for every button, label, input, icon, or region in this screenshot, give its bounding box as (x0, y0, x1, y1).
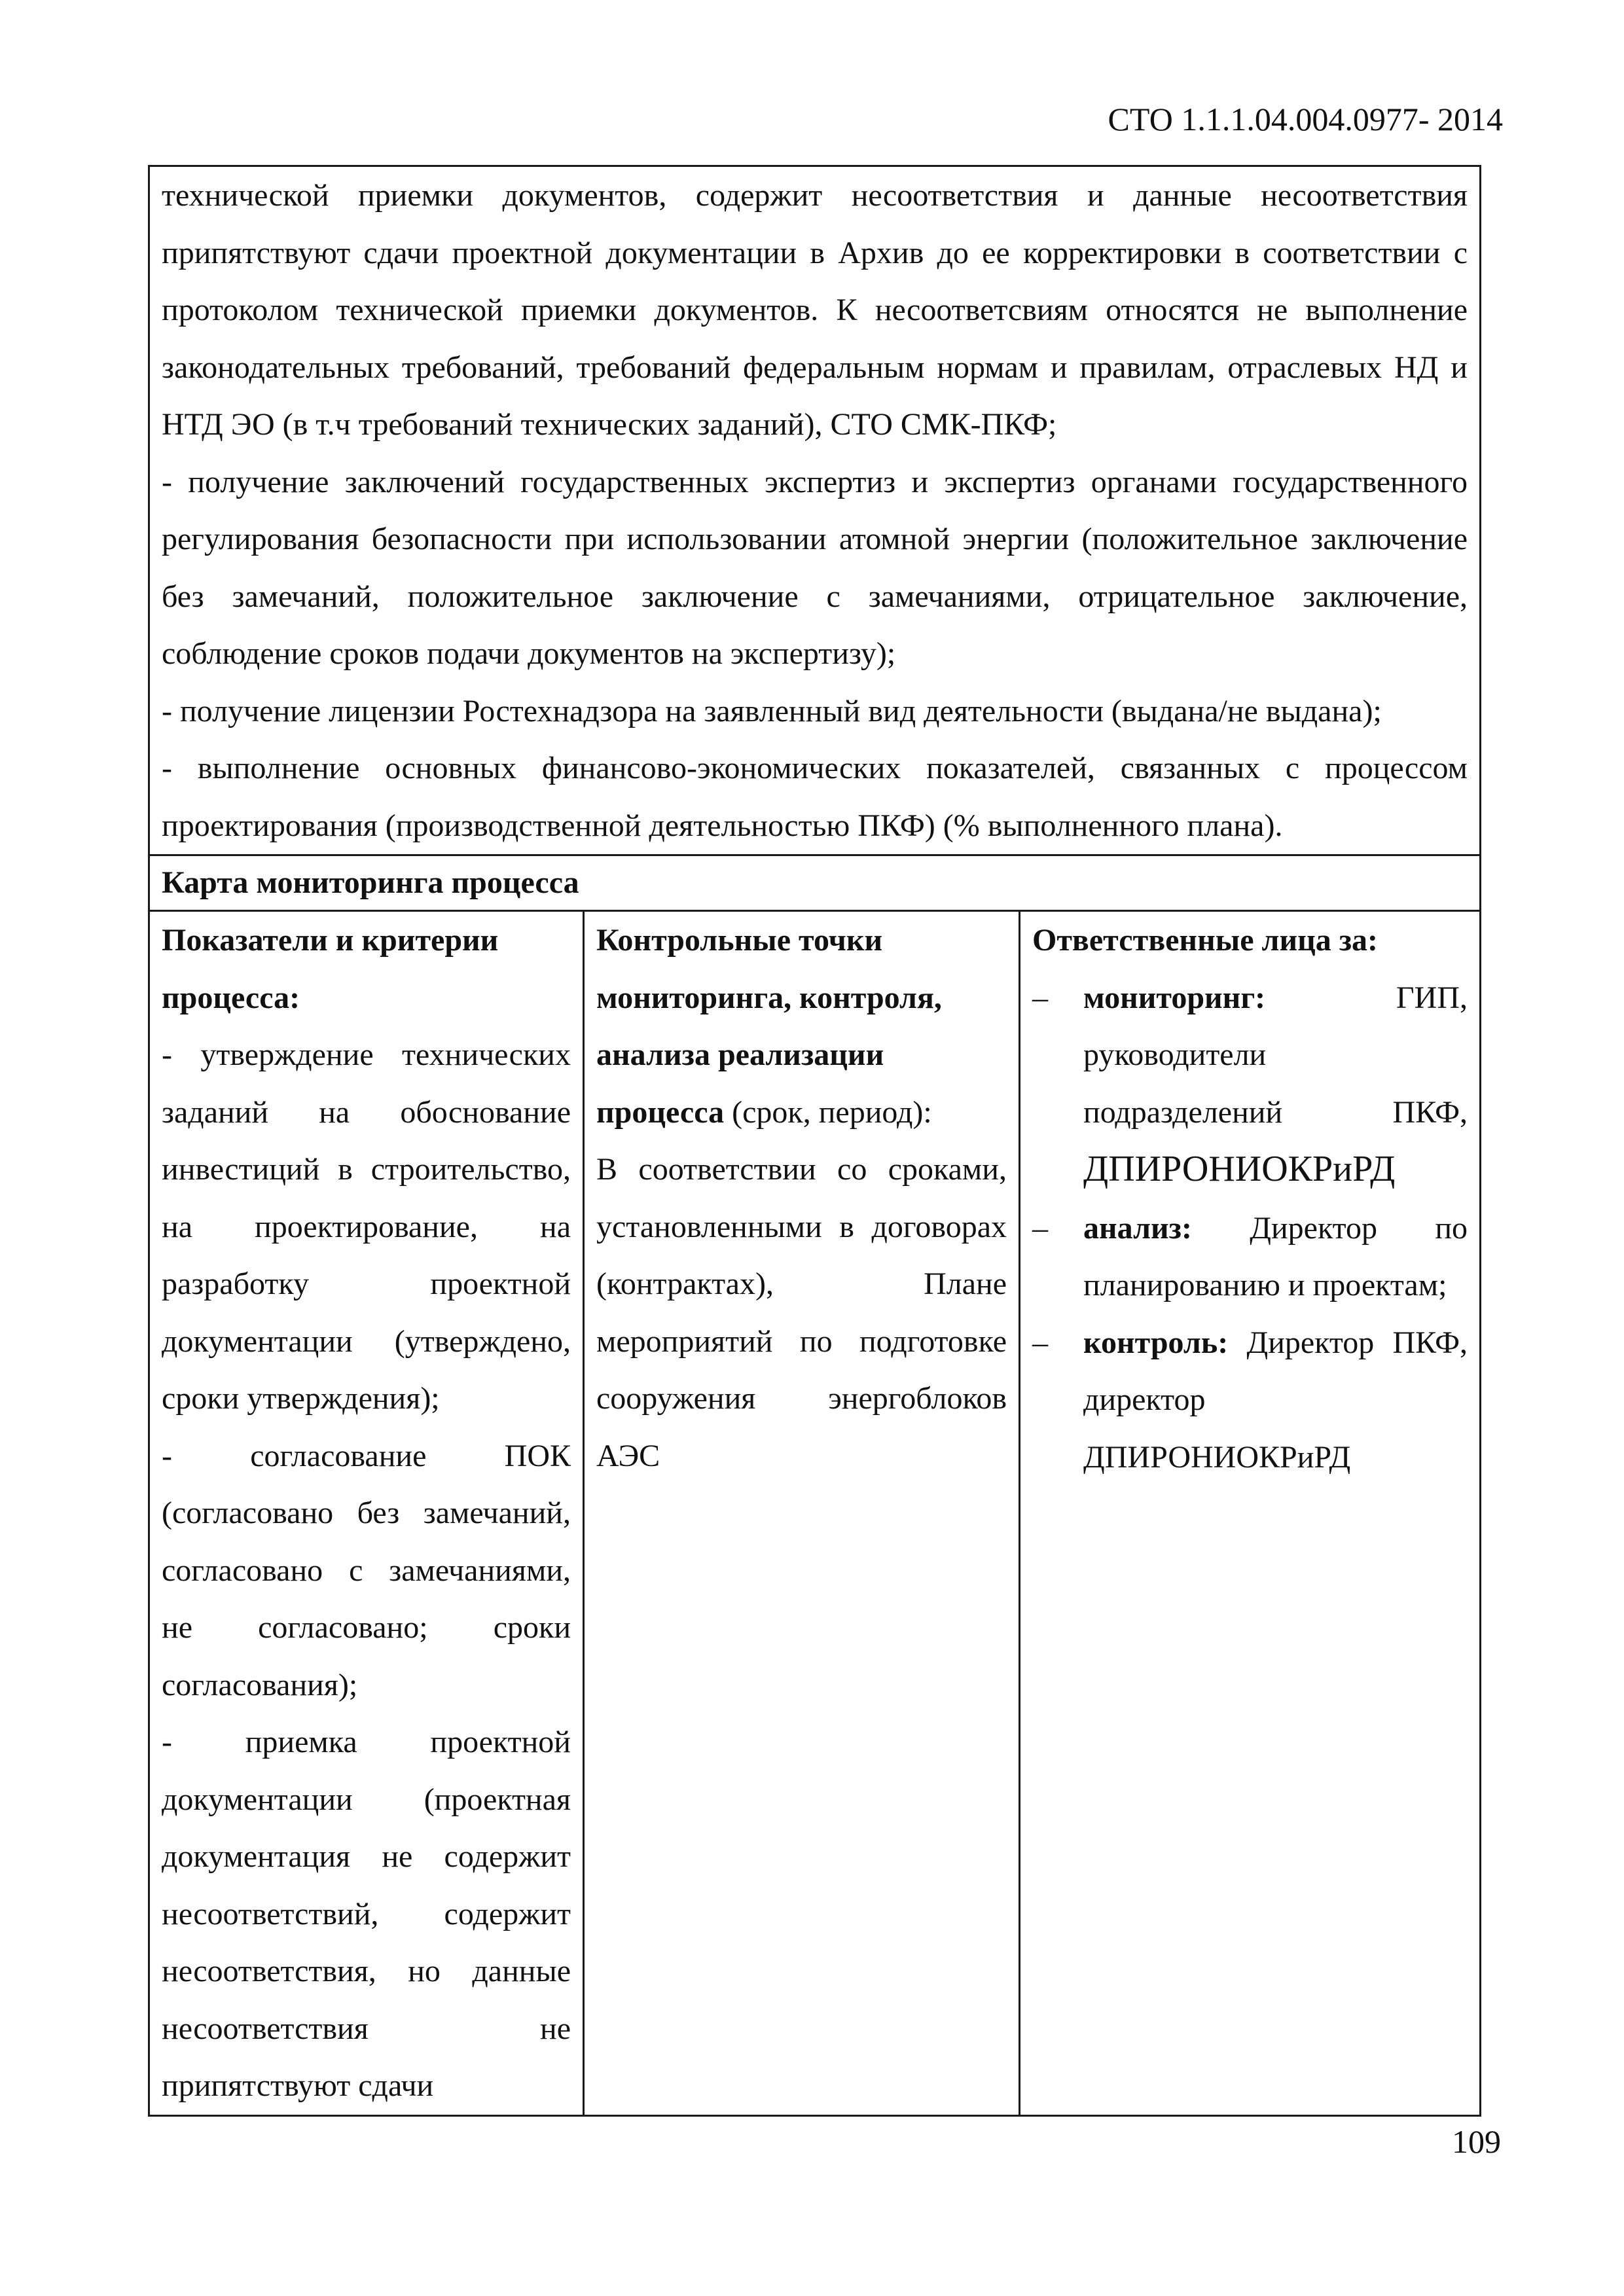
responsible-heading: Ответственные лица за: (1032, 923, 1379, 958)
control-text: Директор ПКФ, директор ДПИРОНИОКРиРД (1083, 1325, 1468, 1475)
continuation-row (149, 166, 1481, 855)
control-points-column (584, 911, 1020, 2116)
dash-bullet: – (1032, 1210, 1048, 1246)
continuation-cell (149, 166, 1481, 855)
map-columns-row (149, 911, 1481, 2116)
criteria-heading: Показатели и критерии процесса: (162, 923, 499, 1015)
list-item: - приемка проектной документации (проектная документация не содержит несоответствий, содержит несоответствия, но данные несоответствия не припятствуют сдачи (162, 1725, 571, 2103)
map-title-row (149, 855, 1481, 911)
list-item: - получение лицензии Ростехнадзора на заявленный вид деятельности (выдана/не выдана); (162, 693, 1382, 728)
monitoring-label: мониторинг: (1083, 980, 1266, 1015)
process-table (148, 165, 1481, 2117)
monitoring-department: ДПИРОНИОКРиРД (1083, 1149, 1396, 1189)
responsible-column (1020, 911, 1481, 2116)
responsible-analysis (1032, 1200, 1468, 1314)
page-number: 109 (1452, 2123, 1501, 2160)
monitoring-text: ГИП, руководители подразделений ПКФ, (1083, 980, 1468, 1130)
control-points-body: В соответствии со сроками, установленными в договорах (контрактах), Плане мероприятий по подготовке сооружения энергоблоков АЭС (596, 1152, 1007, 1473)
list-item: - утверждение технических заданий на обоснование инвестиций в строительство, на проектирование, на разработку проектной документации (утверждено, сроки утверждения); (162, 1037, 571, 1416)
analysis-label: анализ: (1083, 1210, 1192, 1246)
criteria-column (149, 911, 584, 2116)
list-item: - выполнение основных финансово-экономических показателей, связанных с процессом проектирования (производственной деятельностью ПКФ) (% выполненного плана). (162, 751, 1468, 843)
responsible-list (1032, 969, 1468, 1486)
responsible-monitoring (1032, 969, 1468, 1200)
continuation-paragraph: технической приемки документов, содержит несоответствия и данные несоответствия припятствуют сдачи проектной документации в Архив до ее корректировки в соответствии с протоколом технической приемки документов. К несоответсвиям относятся не выполнение законодательных требований, требований федеральным нормам и правилам, отраслевых НД и НТД ЭО (в т.ч требований технических заданий), СТО СМК-ПКФ; (162, 178, 1468, 442)
responsible-control (1032, 1314, 1468, 1486)
monitoring-map-title: Карта мониторинга процесса (149, 855, 1481, 911)
dash-bullet: – (1032, 980, 1048, 1015)
document-code: СТО 1.1.1.04.004.0977- 2014 (1108, 101, 1503, 137)
control-label: контроль: (1083, 1325, 1229, 1360)
dash-bullet: – (1032, 1325, 1048, 1360)
list-item: - получение заключений государственных экспертиз и экспертиз органами государственного регулирования безопасности при использовании атомной энергии (положительное заключение без замечаний, положительное заключение с замечаниями, отрицательное заключение, соблюдение сроков подачи документов на экспертизу); (162, 464, 1468, 671)
control-points-heading-suffix: (срок, период): (724, 1094, 932, 1130)
analysis-text: Директор по планированию и проектам; (1083, 1210, 1468, 1302)
control-points-heading (596, 912, 1007, 1141)
control-points-heading-bold: Контрольные точки мониторинга, контроля, анализа реализации процесса (596, 923, 942, 1130)
list-item: - согласование ПОК (согласовано без замечаний, согласовано с замечаниями, не согласовано; сроки согласования); (162, 1438, 571, 1702)
